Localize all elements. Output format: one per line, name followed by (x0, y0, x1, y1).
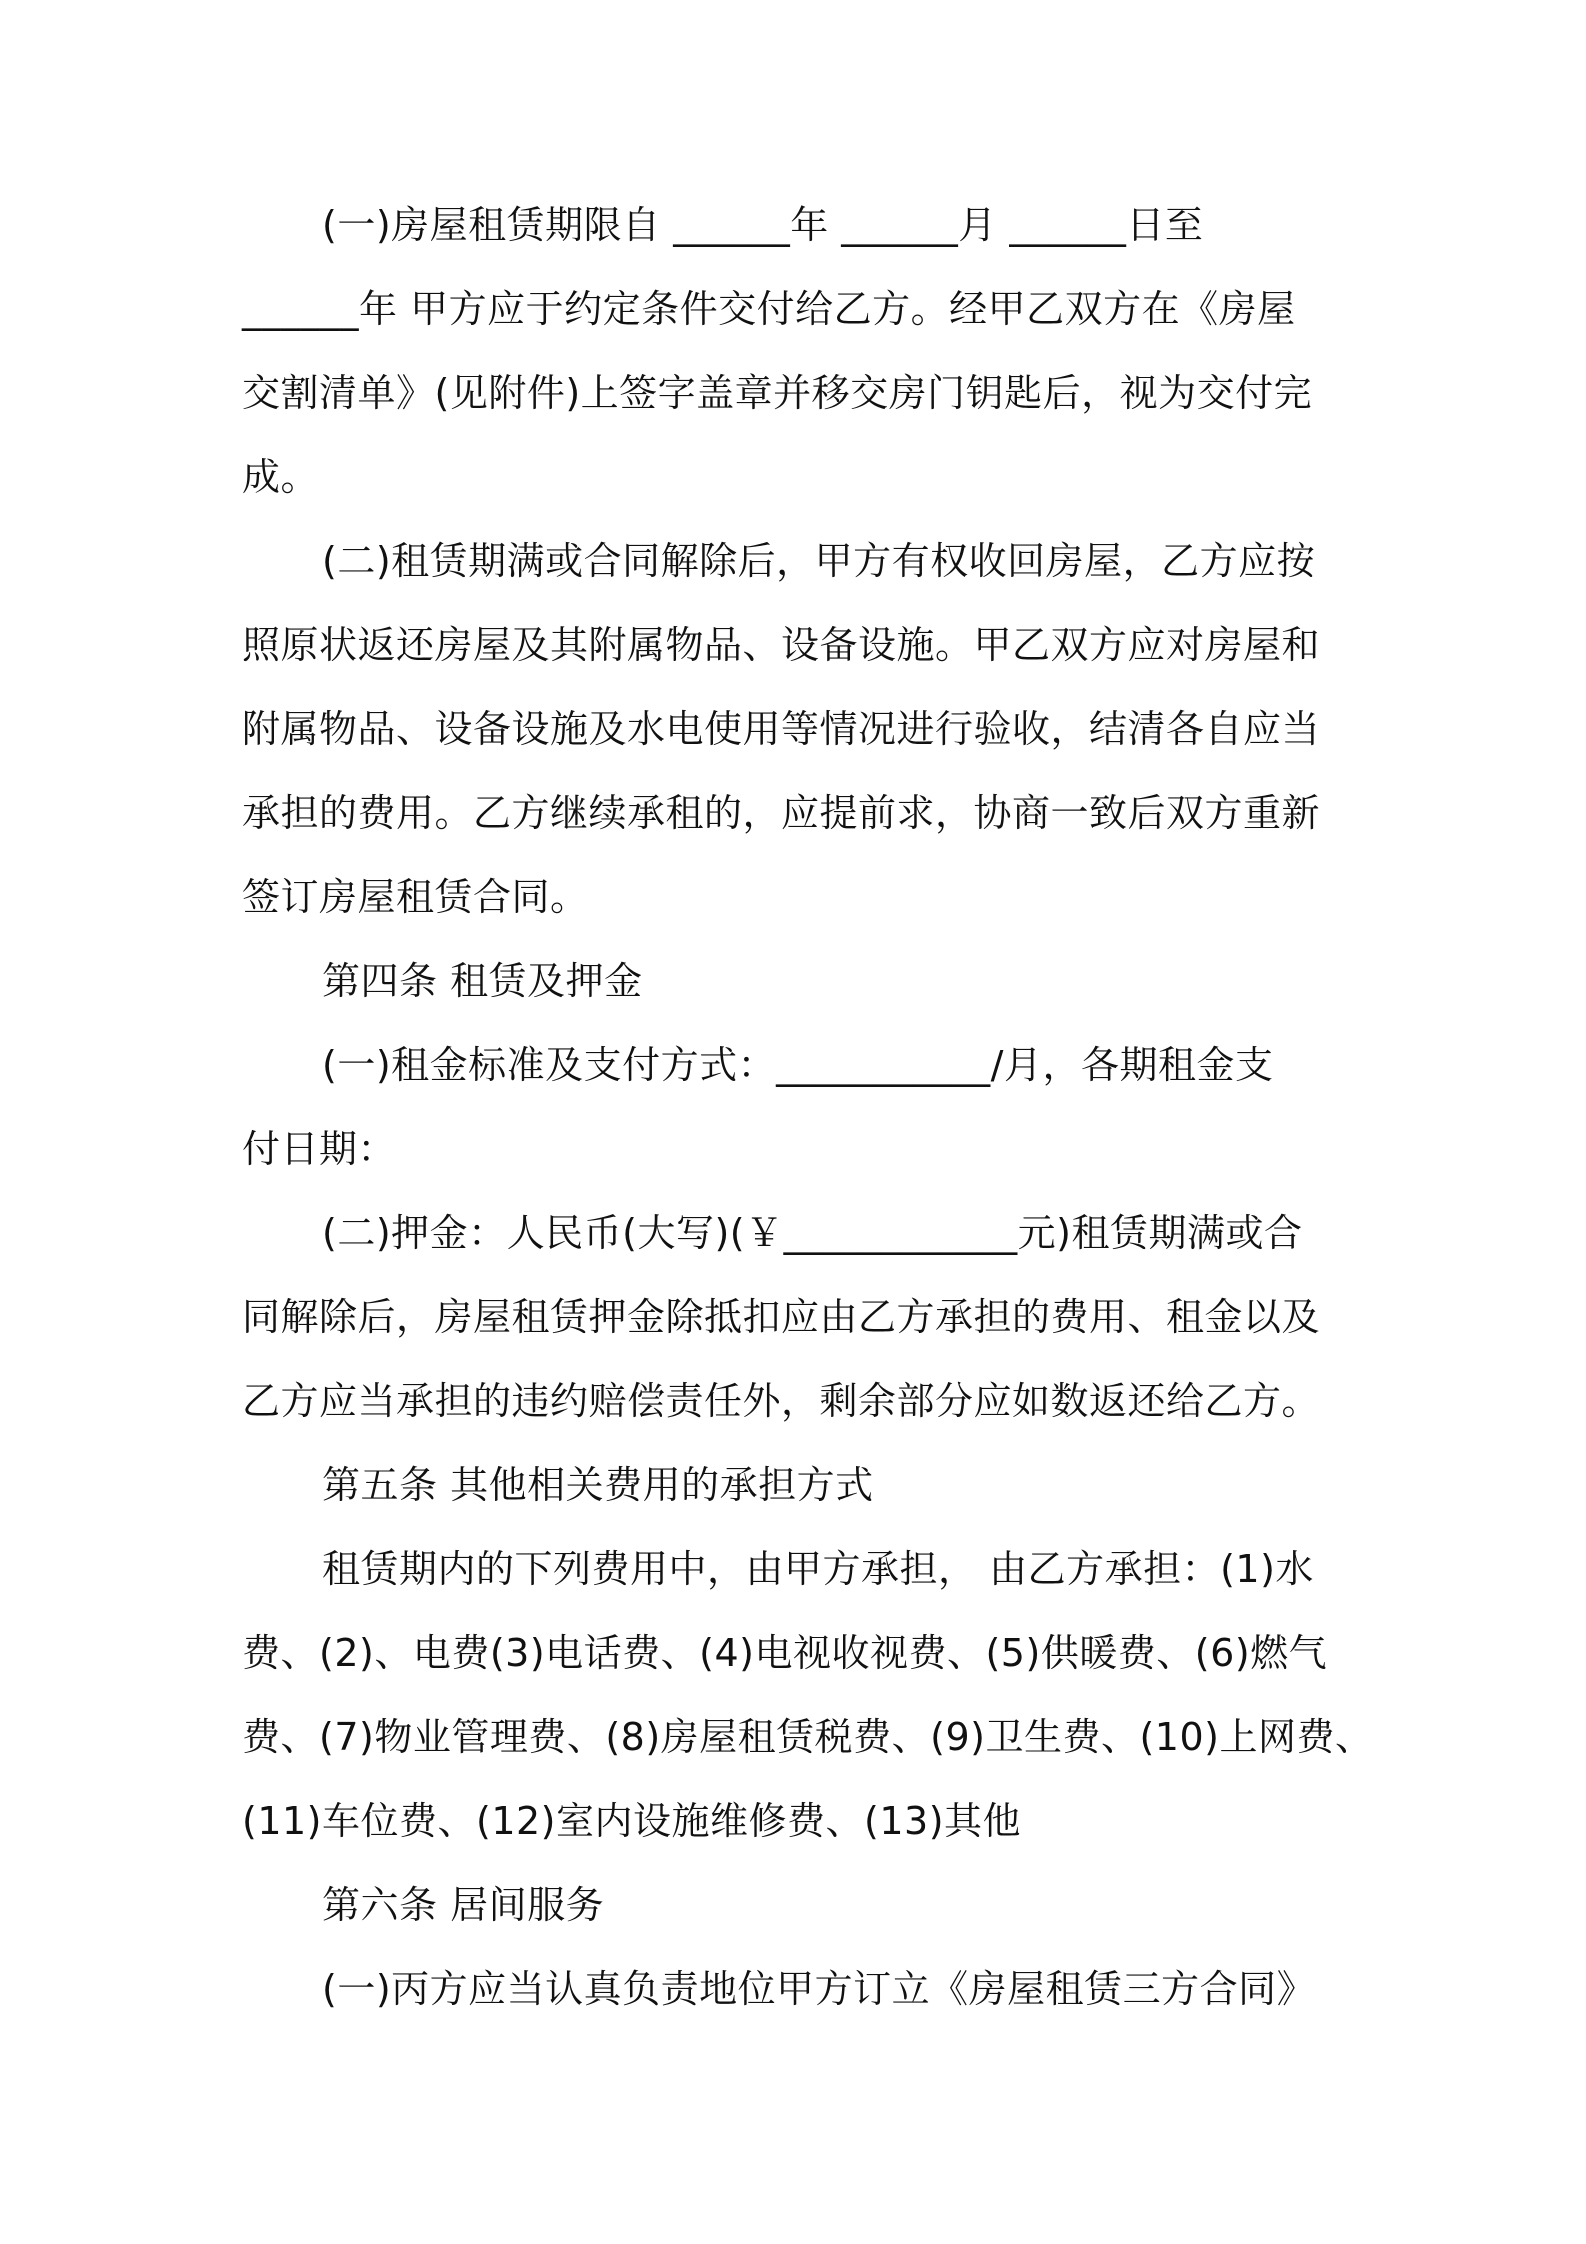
term-clause-1-line-3: 交割清单》(见附件)上签字盖章并移交房门钥匙后，视为交付完 (242, 371, 1313, 415)
rent-clause-line-2: 付日期： (242, 1127, 397, 1171)
fees-clause-line-1: 租赁期内的下列费用中，由甲方承担， 由乙方承担：(1)水 (322, 1547, 1314, 1591)
fees-clause-line-3: 费、(7)物业管理费、(8)房屋租赁税费、(9)卫生费、(10)上网费、 (242, 1715, 1374, 1759)
term-clause-2-line-1: (二)租赁期满或合同解除后，甲方有权收回房屋，乙方应按 (322, 539, 1316, 583)
term-clause-1-line-1: (一)房屋租赁期限自 ______年 ______月 ______日至 (322, 203, 1204, 247)
article-5-heading: 第五条 其他相关费用的承担方式 (322, 1463, 874, 1507)
term-clause-2-line-2: 照原状返还房屋及其附属物品、设备设施。甲乙双方应对房屋和 (242, 623, 1321, 667)
intermediary-clause-line-1: (一)丙方应当认真负责地位甲方订立《房屋租赁三方合同》 (322, 1967, 1316, 2011)
term-clause-1-line-2: ______年 甲方应于约定条件交付给乙方。经甲乙双方在《房屋 (242, 287, 1296, 331)
article-6-heading: 第六条 居间服务 (322, 1883, 605, 1927)
article-4-heading: 第四条 租赁及押金 (322, 959, 643, 1003)
deposit-clause-line-2: 同解除后，房屋租赁押金除抵扣应由乙方承担的费用、租金以及 (242, 1295, 1321, 1339)
deposit-clause-line-3: 乙方应当承担的违约赔偿责任外，剩余部分应如数返还给乙方。 (242, 1379, 1321, 1423)
term-clause-2-line-4: 承担的费用。乙方继续承租的，应提前求，协商一致后双方重新 (242, 791, 1321, 835)
term-clause-1-line-4: 成。 (242, 455, 320, 499)
term-clause-2-line-3: 附属物品、设备设施及水电使用等情况进行验收，结清各自应当 (242, 707, 1321, 751)
deposit-clause-line-1: (二)押金：人民币(大写)(￥____________元)租赁期满或合 (322, 1211, 1303, 1255)
term-clause-2-line-5: 签订房屋租赁合同。 (242, 875, 589, 919)
fees-clause-line-2: 费、(2)、电费(3)电话费、(4)电视收视费、(5)供暖费、(6)燃气 (242, 1631, 1328, 1675)
rent-clause-line-1: (一)租金标准及支付方式：___________/月，各期租金支 (322, 1043, 1274, 1087)
fees-clause-line-4: (11)车位费、(12)室内设施维修费、(13)其他 (242, 1799, 1022, 1843)
